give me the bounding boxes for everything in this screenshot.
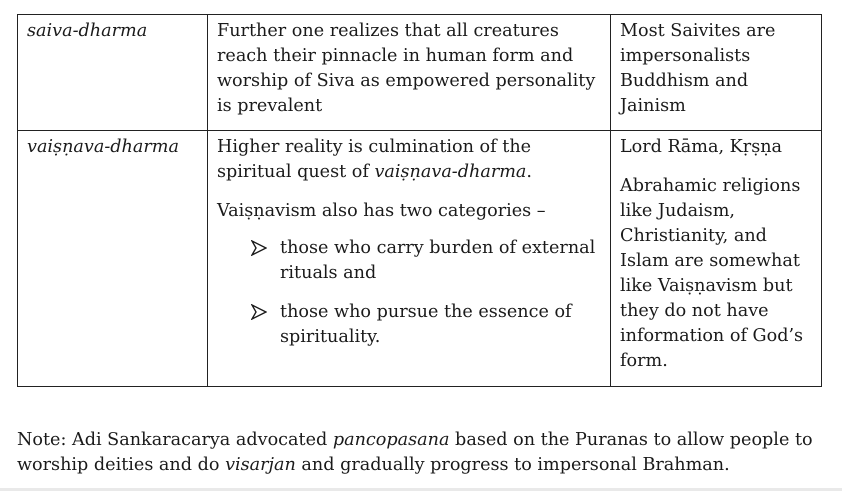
examples-cell — [611, 131, 822, 387]
examples-text: Most Saivites are impersonalists Buddhism and Jainism — [620, 21, 776, 116]
description-text: . — [526, 162, 533, 182]
term-cell — [18, 131, 208, 387]
category-list — [217, 236, 602, 350]
table-row — [18, 15, 822, 131]
list-item — [251, 300, 602, 350]
dharma-table — [17, 14, 822, 387]
note-text: Note: Adi Sankaracarya advocated — [17, 430, 333, 450]
note-emphasis: pancopasana — [332, 430, 450, 450]
description-text: Vaiṣṇavism also has two categories – — [217, 201, 546, 221]
description-emphasis: vaiṣṇava-dharma — [374, 162, 527, 182]
description-text: Higher reality is culmination of the spiritual quest of — [217, 137, 532, 182]
note-text: and gradually progress to impersonal Brahman. — [295, 455, 730, 475]
description-cell — [208, 15, 611, 131]
note-emphasis: visarjan — [225, 455, 296, 475]
examples-text: Abrahamic religions like Judaism, Christianity, and Islam are somewhat like Vaiṣṇavism but they do not have information of God’s form. — [620, 176, 804, 371]
examples-text: Lord Rāma, Kṛṣṇa — [620, 137, 783, 157]
list-item-text: those who carry burden of external rituals and — [280, 238, 596, 283]
term-label: saiva-dharma — [27, 21, 148, 41]
arrowhead-bullet-icon — [251, 304, 267, 320]
note-paragraph — [17, 428, 827, 478]
arrowhead-bullet-icon — [251, 240, 267, 256]
examples-cell — [611, 15, 822, 131]
term-cell — [18, 15, 208, 131]
term-label: vaiṣṇava-dharma — [27, 137, 179, 157]
description-paragraph — [217, 135, 602, 185]
list-item — [251, 236, 602, 286]
note-text: based on the Puranas to allow people to worship deities and do — [17, 430, 813, 475]
description-text: Further one realizes that all creatures reach their pinnacle in human form and worship of Siva as empowered personality is prevalent — [217, 21, 596, 116]
list-item-text: those who pursue the essence of spirituality. — [280, 302, 572, 347]
description-cell — [208, 131, 611, 387]
table-row — [18, 131, 822, 387]
